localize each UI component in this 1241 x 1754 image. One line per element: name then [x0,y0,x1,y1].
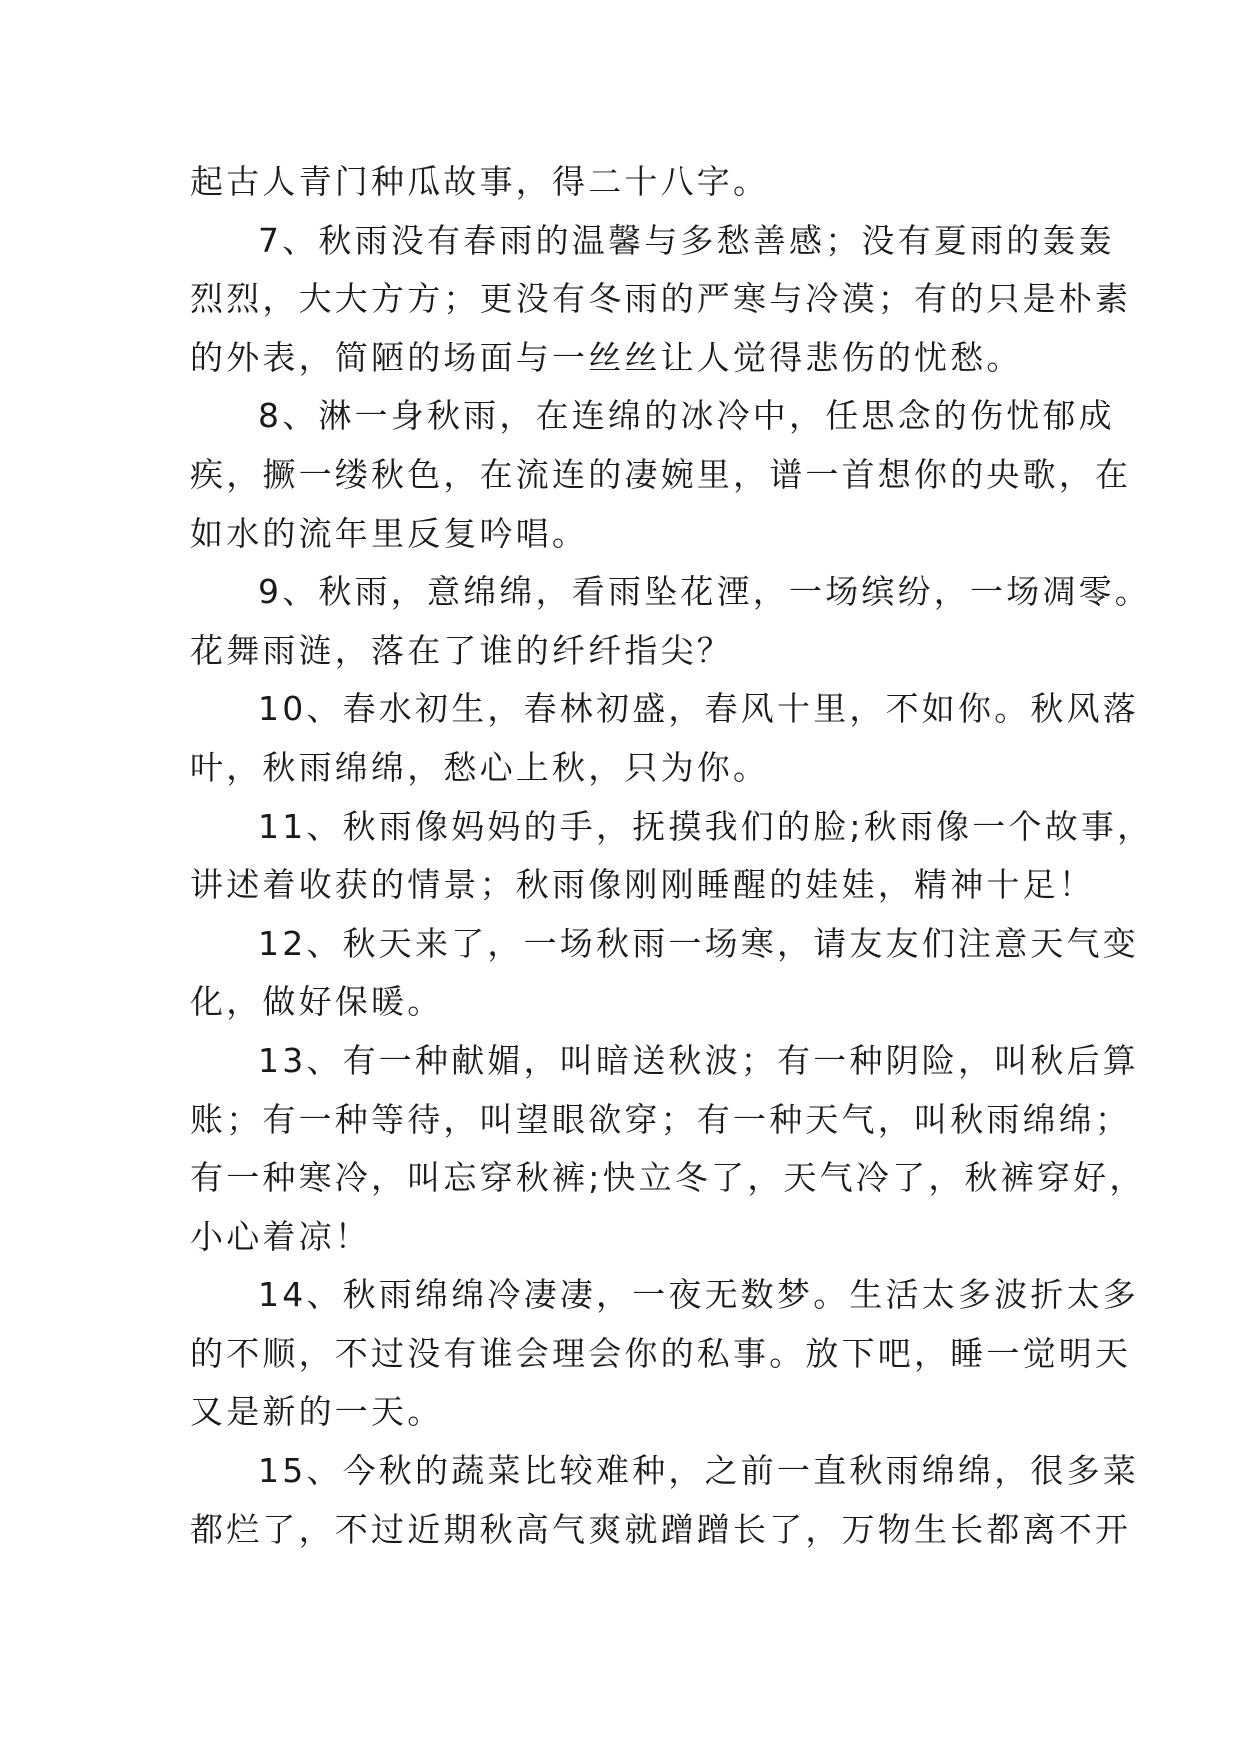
text-line: 13、有一种献媚，叫暗送秋波；有一种阴险，叫秋后算 [258,1040,1139,1080]
text-line: 9、秋雨，意绵绵，看雨坠花湮，一场缤纷，一场凋零。 [258,572,1151,612]
text-line: 的不顺，不过没有谁会理会你的私事。放下吧，睡一觉明天 [190,1333,1132,1373]
text-line: 账；有一种等待，叫望眼欲穿；有一种天气，叫秋雨绵绵； [190,1099,1132,1139]
text-line: 小心着凉！ [190,1216,371,1256]
text-line: 如水的流年里反复吟唱。 [190,513,589,553]
text-line: 的外表，简陋的场面与一丝丝让人觉得悲伤的忧愁。 [190,337,1023,377]
text-line: 12、秋天来了，一场秋雨一场寒，请友友们注意天气变 [258,923,1139,963]
text-line: 叶，秋雨绵绵，愁心上秋，只为你。 [190,747,770,787]
text-line: 化，做好保暖。 [190,982,444,1022]
text-line: 都烂了，不过近期秋高气爽就蹭蹭长了，万物生长都离不开 [190,1509,1132,1549]
text-line: 有一种寒冷，叫忘穿秋裤;快立冬了，天气冷了，秋裤穿好， [190,1158,1146,1198]
text-line: 11、秋雨像妈妈的手，抚摸我们的脸;秋雨像一个故事， [258,806,1154,846]
text-line: 起古人青门种瓜故事，得二十八字。 [190,162,770,201]
text-line: 花舞雨涟，落在了谁的纤纤指尖？ [190,630,733,670]
text-line: 讲述着收获的情景；秋雨像刚刚睡醒的娃娃，精神十足！ [190,865,1095,905]
text-line: 10、春水初生，春林初盛，春风十里，不如你。秋风落 [258,689,1139,729]
text-line: 15、今秋的蔬菜比较难种，之前一直秋雨绵绵，很多菜 [258,1451,1139,1491]
text-line: 烈烈，大大方方；更没有冬雨的严寒与冷漠；有的只是朴素 [190,279,1132,319]
document-body [190,153,1154,1559]
text-line: 14、秋雨绵绵冷凄凄，一夜无数梦。生活太多波折太多 [258,1275,1139,1315]
text-line: 7、秋雨没有春雨的温馨与多愁善感；没有夏雨的轰轰 [258,220,1115,260]
text-line: 8、淋一身秋雨，在连绵的冰冷中，任思念的伤忧郁成 [258,396,1115,436]
text-line: 又是新的一天。 [190,1392,444,1432]
text-line: 疾，撅一缕秋色，在流连的凄婉里，谱一首想你的央歌，在 [190,454,1132,494]
